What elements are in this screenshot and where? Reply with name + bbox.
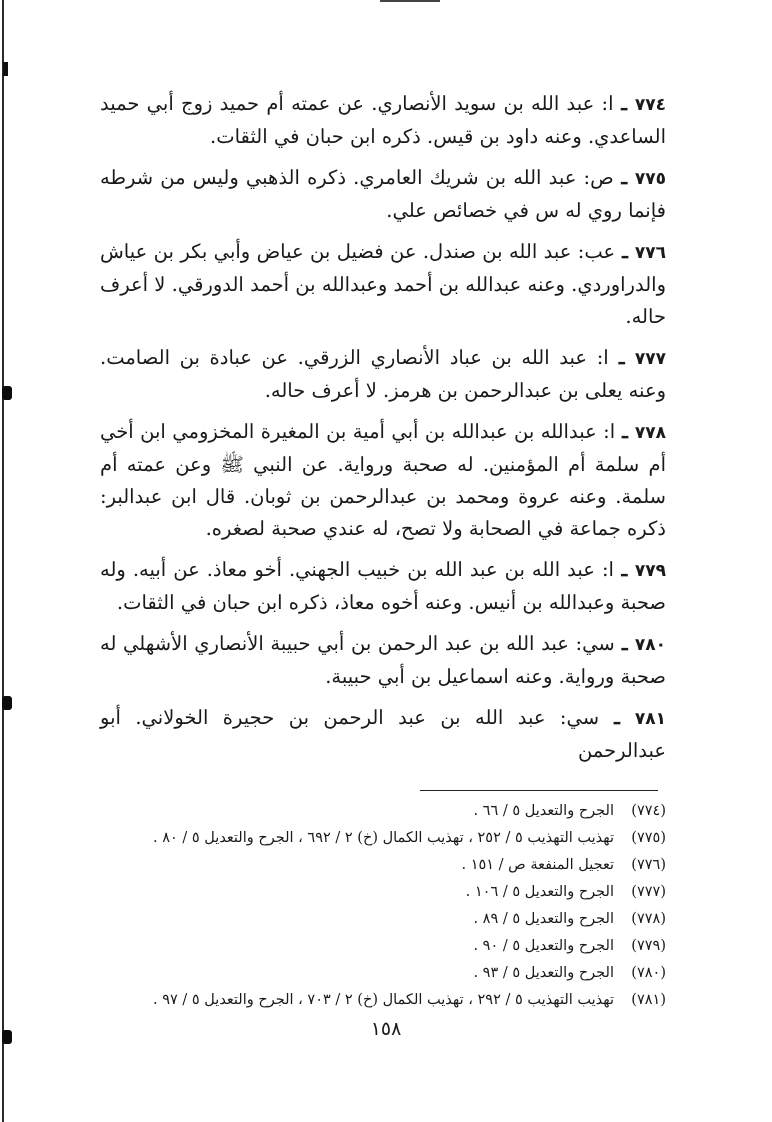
footnote	[100, 798, 666, 825]
entry-separator: ـ	[608, 346, 635, 369]
entry-separator: ـ	[614, 632, 635, 655]
entry-separator: ـ	[615, 420, 635, 443]
entry	[100, 702, 666, 767]
entry	[100, 162, 666, 227]
footnote-number: (٧٨١)	[631, 992, 666, 1008]
entry-text: سي: عبد الله بن عبد الرحمن بن حجيرة الخولاني. أبو عبدالرحمن	[100, 706, 666, 762]
footnote-number: (٧٧٦)	[631, 857, 666, 873]
entries-body	[100, 88, 666, 776]
entry	[100, 88, 666, 153]
entry-number: ٧٨٠	[634, 635, 666, 655]
entry	[100, 416, 666, 545]
entry-separator: ـ	[599, 706, 635, 729]
footnote	[100, 879, 666, 906]
entry-text: ا: عبدالله بن عبدالله بن أبي أمية بن المغيرة المخزومي ابن أخي أم سلمة أم المؤمنين. له صحبة ورواية. عن النبي ﷺ وعن عمته أم سلمة. وعنه عروة ومحمد بن عبدالرحمن بن ثوبان. قال ابن عبدالبر: ذكره جماعة في الصحابة ولا تصح، له عندي صحبة لصغره.	[100, 420, 666, 540]
footnote-number: (٧٧٨)	[631, 911, 666, 927]
entry-text: ا: عبد الله بن سويد الأنصاري. عن عمته أم حميد زوج أبي حميد الساعدي. وعنه داود بن قيس. ذكره ابن حبان في الثقات.	[100, 92, 666, 148]
entry-text: ص: عبد الله بن شريك العامري. ذكره الذهبي وليس من شرطه فإنما روي له س في خصائص علي.	[100, 166, 666, 222]
entry	[100, 628, 666, 693]
footnote-number: (٧٨٠)	[631, 965, 666, 981]
entry-number: ٧٧٨	[634, 423, 666, 443]
entry-number: ٧٧٥	[634, 169, 666, 189]
binding-hole-mark	[2, 696, 12, 710]
entry-separator: ـ	[613, 558, 635, 581]
footnote-text: الجرح والتعديل ٥ / ١٠٦ .	[465, 884, 614, 900]
entry-number: ٧٨١	[634, 709, 666, 729]
page-edge-tick	[3, 62, 8, 76]
entry	[100, 342, 666, 407]
binding-hole-mark	[2, 1030, 12, 1044]
entry-number: ٧٧٩	[634, 561, 667, 581]
footnote	[100, 852, 666, 879]
entry-text: ا: عبد الله بن عبد الله بن خبيب الجهني. أخو معاذ. عن أبيه. وله صحبة وعبدالله بن أنيس. وعنه أخوه معاذ، ذكره ابن حبان في الثقات.	[100, 558, 666, 614]
entry	[100, 554, 666, 619]
scan-artifact-dash	[380, 0, 440, 2]
footnote	[100, 960, 666, 987]
footnote	[100, 906, 666, 933]
entry-number: ٧٧٦	[634, 243, 666, 263]
entry-separator: ـ	[615, 240, 635, 263]
entry-number: ٧٧٧	[634, 349, 666, 369]
entry-separator: ـ	[613, 166, 635, 189]
footnote-text: الجرح والتعديل ٥ / ٩٠ .	[473, 938, 614, 954]
footnote-text: الجرح والتعديل ٥ / ٨٩ .	[473, 911, 614, 927]
page-number: ١٥٨	[370, 1018, 402, 1040]
entry-text: سي: عبد الله بن عبد الرحمن بن أبي حبيبة الأنصاري الأشهلي له صحبة ورواية. وعنه اسماعيل بن أبي حبيبة.	[100, 632, 666, 688]
footnote-text: الجرح والتعديل ٥ / ٦٦ .	[473, 803, 614, 819]
entry-text: عب: عبد الله بن صندل. عن فضيل بن عياض وأبي بكر بن عياش والدراوردي. وعنه عبدالله بن أحمد وعبدالله بن أحمد الدورقي. لا أعرف حاله.	[100, 240, 666, 328]
binding-hole-mark	[2, 386, 12, 400]
footnote-text: تهذيب التهذيب ٥ / ٢٥٢ ، تهذيب الكمال (خ) ٢ / ٦٩٢ ، الجرح والتعديل ٥ / ٨٠ .	[152, 830, 614, 846]
footnote-number: (٧٧٧)	[631, 884, 666, 900]
page-edge-line	[2, 0, 4, 1122]
footnote-text: الجرح والتعديل ٥ / ٩٣ .	[473, 965, 614, 981]
entry	[100, 236, 666, 333]
entry-separator: ـ	[613, 92, 635, 115]
footnote-number: (٧٧٩)	[631, 938, 666, 954]
footnote	[100, 933, 666, 960]
entry-text: ا: عبد الله بن عباد الأنصاري الزرقي. عن عبادة بن الصامت. وعنه يعلى بن عبدالرحمن بن هرمز. لا أعرف حاله.	[100, 346, 666, 402]
footnote-divider	[420, 790, 658, 791]
footnote-number: (٧٧٤)	[631, 803, 666, 819]
footnote-number: (٧٧٥)	[631, 830, 666, 846]
footnote	[100, 825, 666, 852]
entry-number: ٧٧٤	[634, 95, 666, 115]
footnote-text: تهذيب التهذيب ٥ / ٢٩٢ ، تهذيب الكمال (خ) ٢ / ٧٠٣ ، الجرح والتعديل ٥ / ٩٧ .	[152, 992, 614, 1008]
footnote	[100, 987, 666, 1014]
footnotes	[100, 798, 666, 1014]
footnote-text: تعجيل المنفعة ص / ١٥١ .	[461, 857, 614, 873]
